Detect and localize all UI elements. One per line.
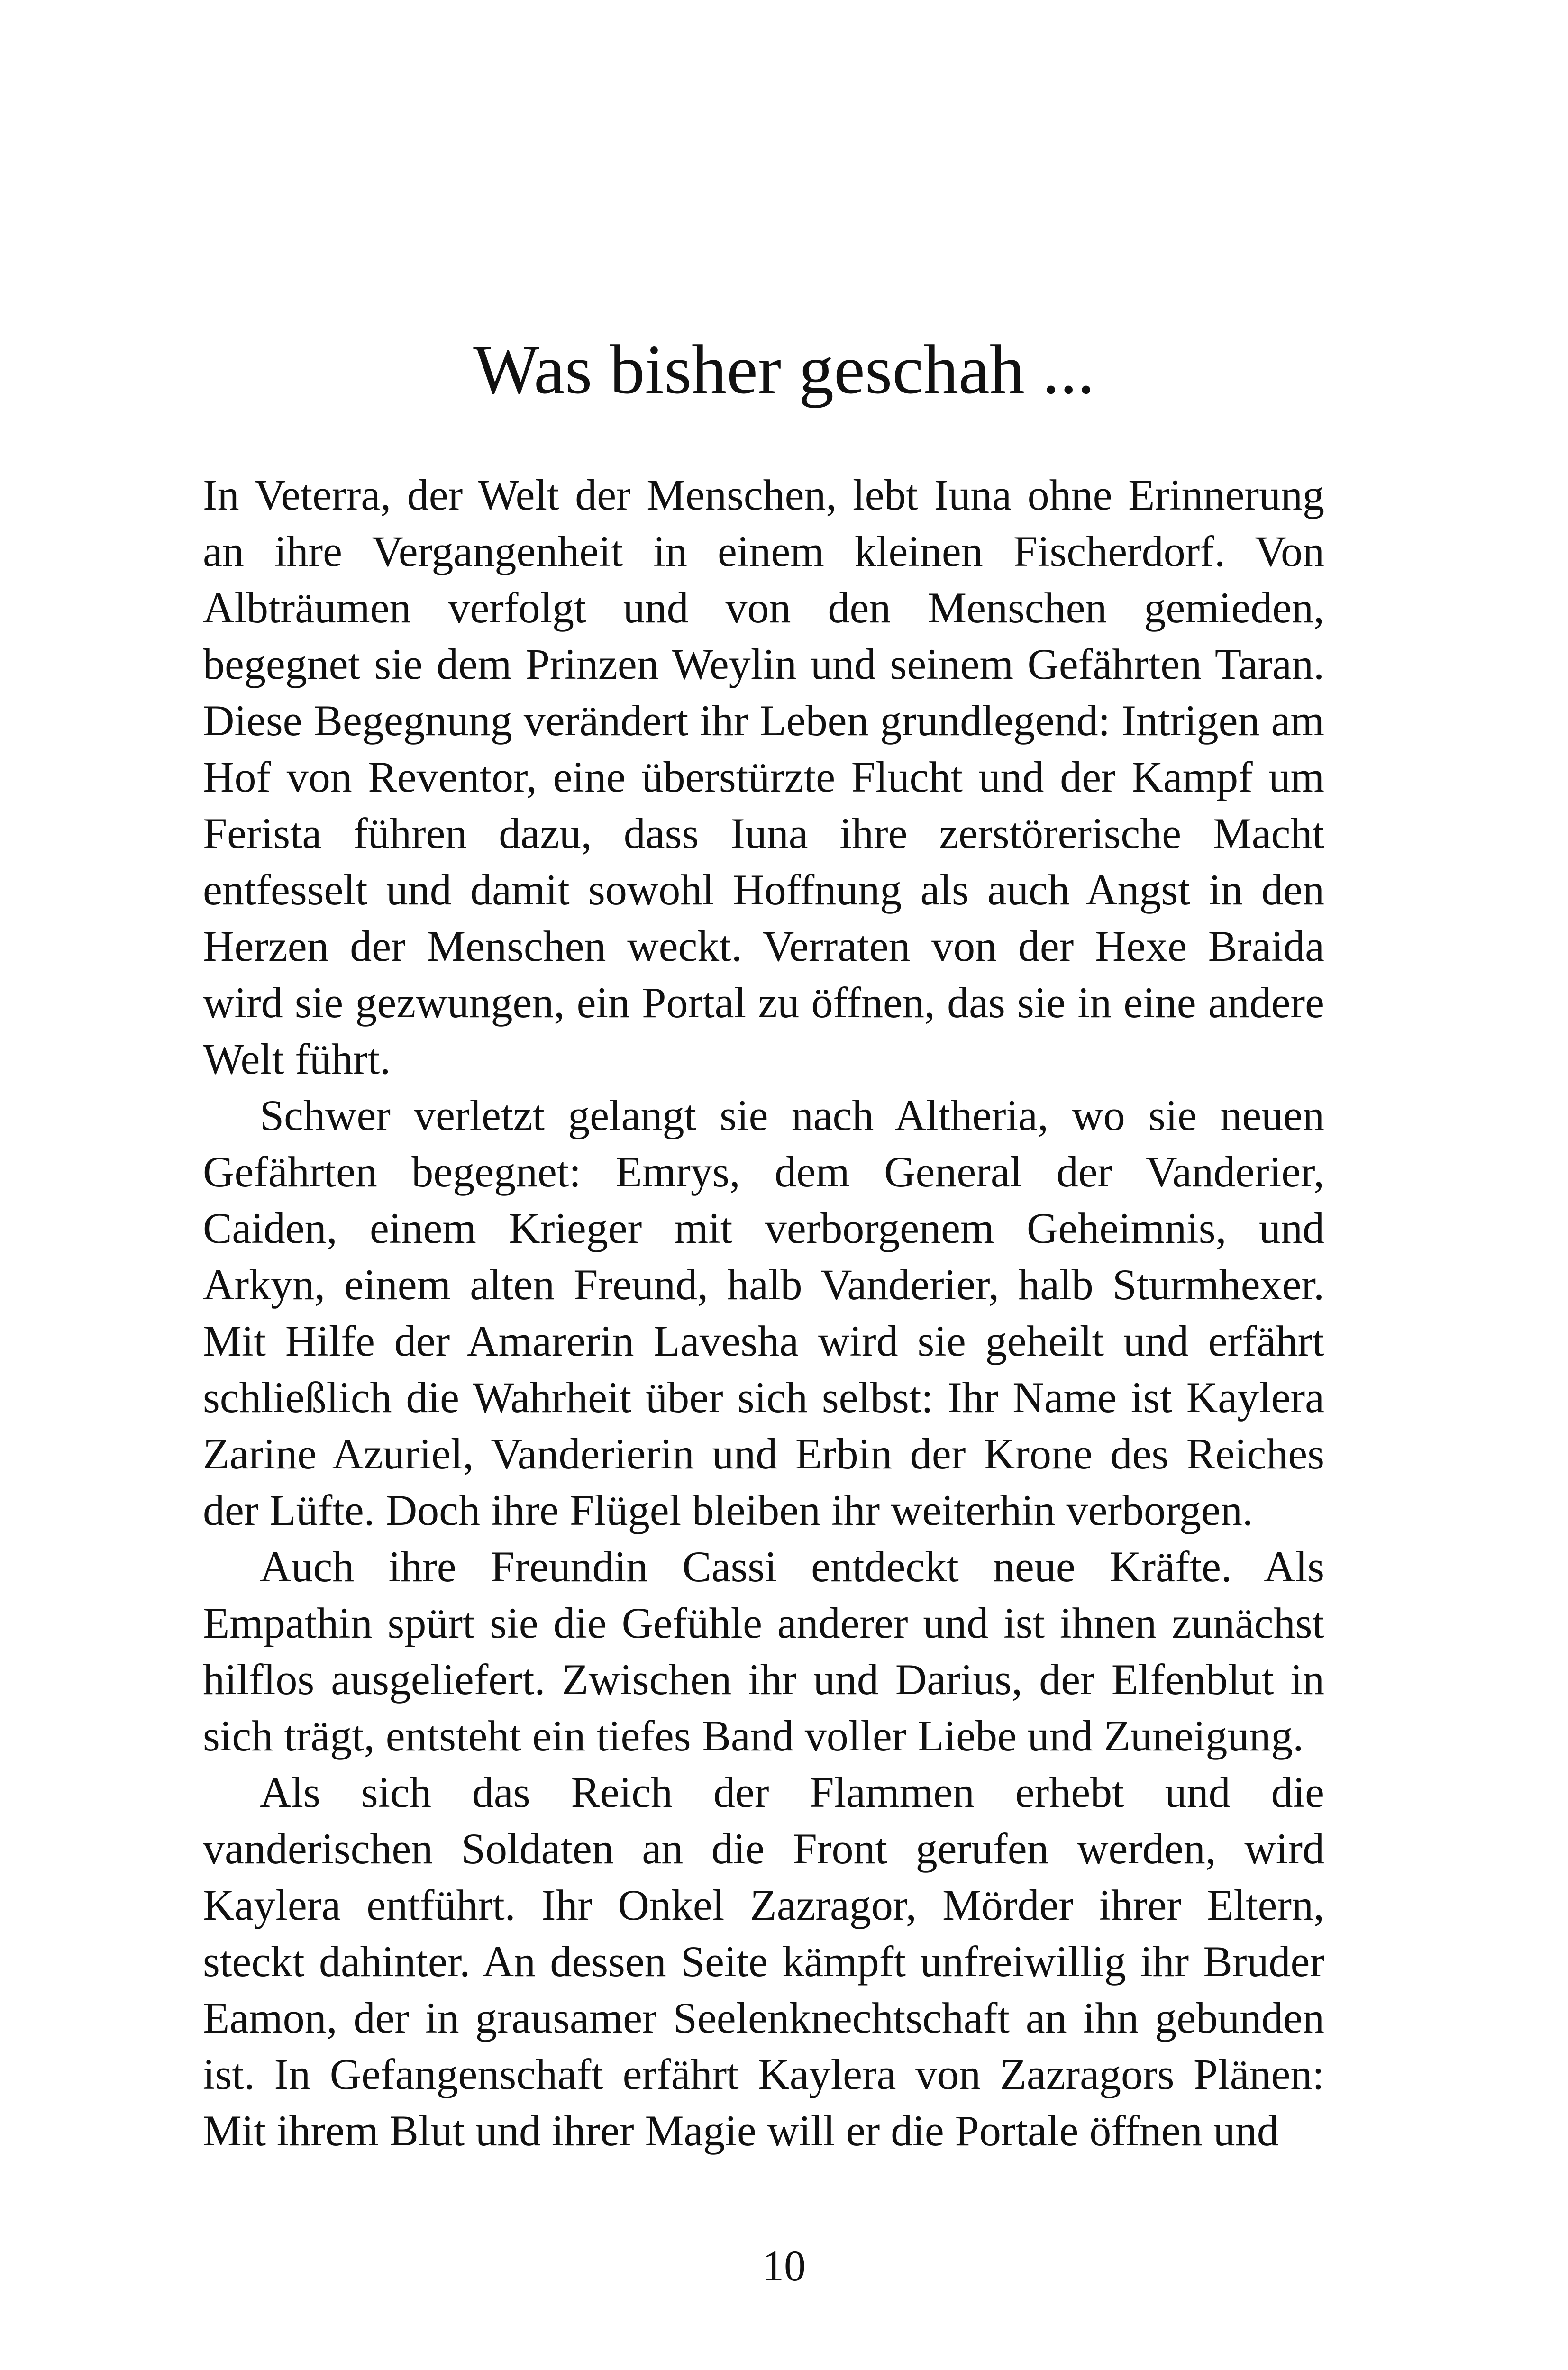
paragraph-2: Schwer verletzt gelangt sie nach Altheria, wo sie neuen Gefährten begegnet: Emrys, dem General der Vanderier, Caiden, einem Krieger mit verborgenem Geheimnis, und Arkyn, einem alten Freund, halb Vanderier, halb Sturmhexer. Mit Hilfe der Amarerin Lavesha wird sie geheilt und erfährt schließlich die Wahrheit über sich selbst: Ihr Name ist Kaylera Zarine Azuriel, Vanderierin und Erbin der Krone des Reiches der Lüfte. Doch ihre Flügel bleiben ihr weiterhin verborgen.: [203, 1091, 1324, 1534]
paragraph-3: Auch ihre Freundin Cassi entdeckt neue Kräfte. Als Empathin spürt sie die Gefühle anderer und ist ihnen zunächst hilflos ausgeliefert. Zwischen ihr und Darius, der Elfenblut in sich trägt, entsteht ein tiefes Band voller Liebe und Zuneigung.: [203, 1542, 1324, 1760]
body-text: [203, 467, 1324, 2159]
paragraph-4: Als sich das Reich der Flammen erhebt und die vanderischen Soldaten an die Front gerufen werden, wird Kaylera entführt. Ihr Onkel Zazragor, Mörder ihrer Eltern, steckt dahinter. An dessen Seite kämpft unfreiwillig ihr Bruder Eamon, der in grausamer Seelenknechtschaft an ihn gebunden ist. In Gefangenschaft erfährt Kaylera von Zazragors Plänen: Mit ihrem Blut und ihrer Magie will er die Portale öffnen und: [203, 1768, 1324, 2155]
paragraph-1: In Veterra, der Welt der Menschen, lebt Iuna ohne Erinnerung an ihre Vergangenheit in einem kleinen Fischerdorf. Von Albträumen verfolgt und von den Menschen gemieden, begegnet sie dem Prinzen Weylin und seinem Gefährten Taran. Diese Begegnung verändert ihr Leben grundlegend: Intrigen am Hof von Reventor, eine überstürzte Flucht und der Kampf um Ferista führen dazu, dass Iuna ihre zerstörerische Macht entfesselt und damit sowohl Hoffnung als auch Angst in den Herzen der Menschen weckt. Verraten von der Hexe Braida wird sie gezwungen, ein Portal zu öffnen, das sie in eine andere Welt führt.: [203, 471, 1324, 1083]
chapter-title: Was bisher geschah ...: [473, 331, 1095, 409]
page-number: 10: [762, 2242, 806, 2290]
